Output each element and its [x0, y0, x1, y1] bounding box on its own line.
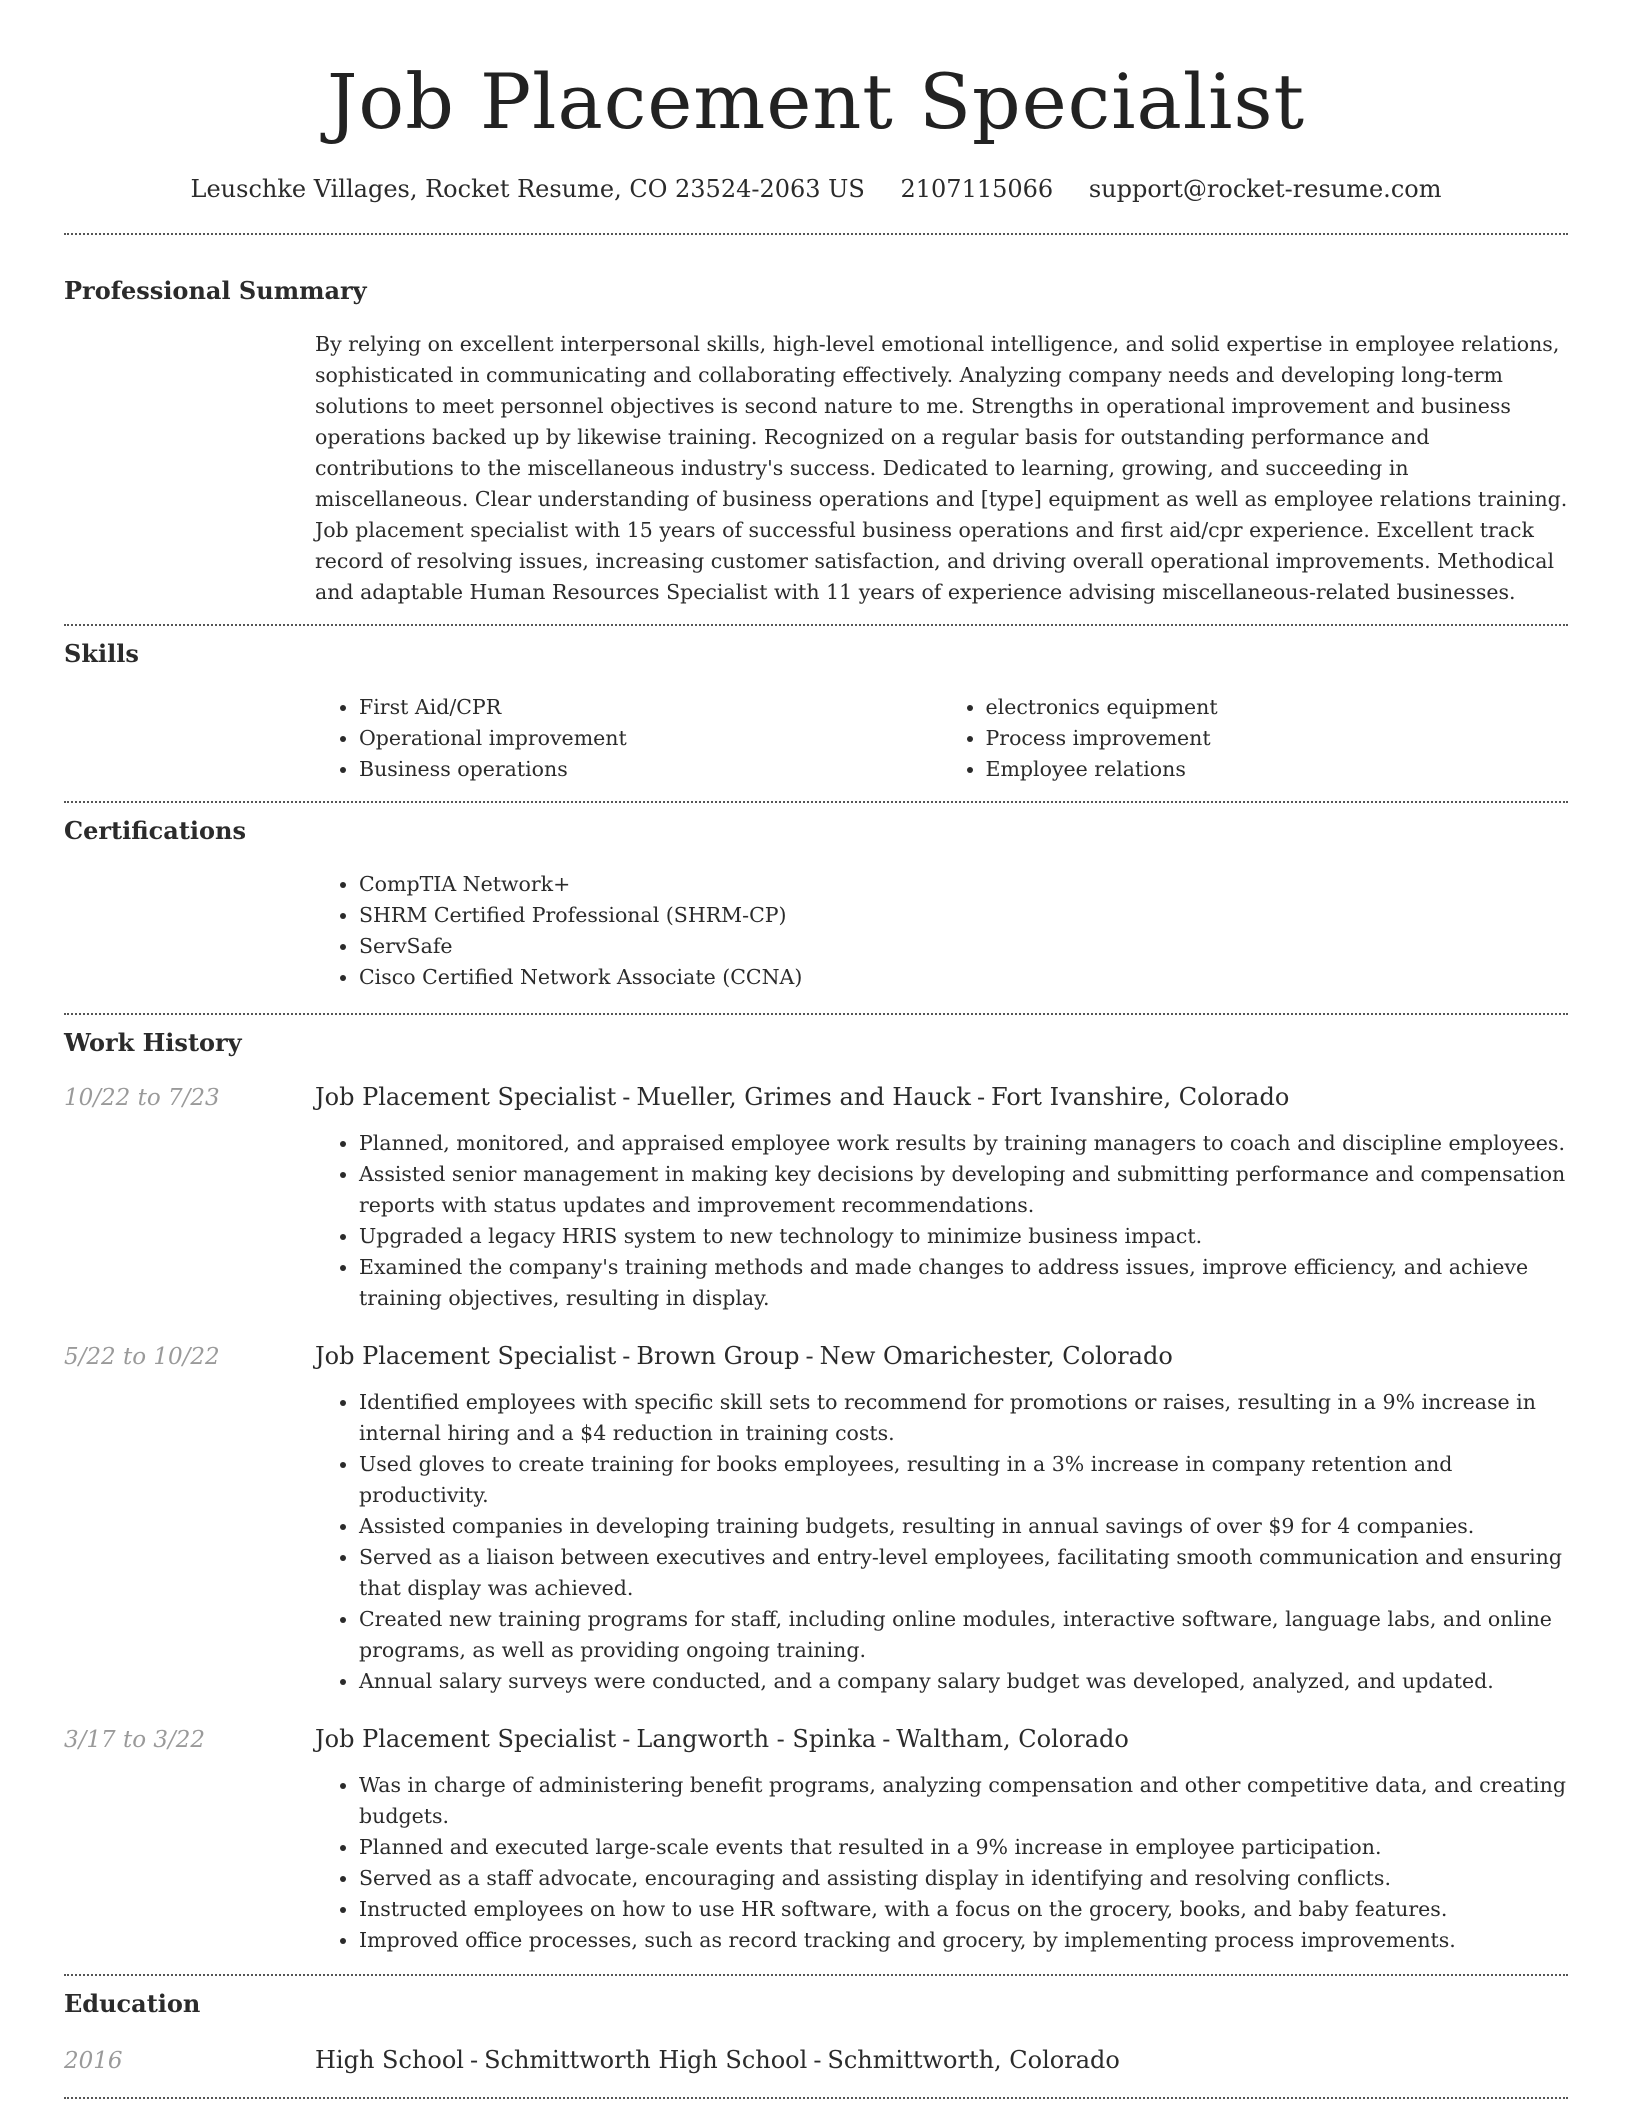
certification-item: • Cisco Certified Network Associate (CCNA): [359, 962, 1568, 993]
job-bullets: [315, 1128, 1568, 1314]
divider: [64, 233, 1568, 235]
contact-address: Leuschke Villages, Rocket Resume, CO 23524-2063 US: [190, 175, 865, 203]
job-location: Fort Ivanshire, Colorado: [991, 1083, 1290, 1111]
job-entry: [64, 1723, 1568, 1956]
job-bullet: • Planned and executed large-scale events that resulted in a 9% increase in employee participation.: [359, 1832, 1568, 1863]
title-separator: -: [622, 1083, 631, 1111]
job-dates: 10/22 to 7/23: [64, 1085, 220, 1111]
job-bullet: • Was in charge of administering benefit programs, analyzing compensation and other competitive data, and creating budgets.: [359, 1770, 1568, 1832]
divider: [64, 1974, 1568, 1976]
certification-item: • CompTIA Network+: [359, 869, 1568, 900]
job-bullet: • Improved office processes, such as record tracking and grocery, by implementing process improvements.: [359, 1925, 1568, 1956]
contact-line: [64, 172, 1568, 206]
contact-email: support@rocket-resume.com: [1088, 175, 1442, 203]
summary-text: By relying on excellent interpersonal skills, high-level emotional intelligence, and solid expertise in employee relations, sophisticated in communicating and collaborating effectively. Analyzing company needs and developing long-term solutions to meet personnel objectives is second nature to me. Strengths in operational improvement and business operations backed up by likewise training. Recognized on a regular basis for outstanding performance and contributions to the miscellaneous industry's success. Dedicated to learning, growing, and succeeding in miscellaneous. Clear understanding of business operations and [type] equipment as well as employee relations training. Job placement specialist with 15 years of successful business operations and first aid/cpr experience. Excellent track record of resolving issues, increasing customer satisfaction, and driving overall operational improvements. Methodical and adaptable Human Resources Specialist with 11 years of experience advising miscellaneous-related businesses.: [315, 332, 1568, 604]
job-bullet: • Identified employees with specific skill sets to recommend for promotions or raises, resulting in a 9% increase in internal hiring and a $4 reduction in training costs.: [359, 1387, 1568, 1449]
job-company: Mueller, Grimes and Hauck: [636, 1083, 971, 1111]
job-bullet: • Served as a liaison between executives and entry-level employees, facilitating smooth communication and ensuring that display was achieved.: [359, 1542, 1568, 1604]
job-role: Job Placement Specialist: [315, 1342, 617, 1370]
divider: [64, 1013, 1568, 1015]
work-title: Work History: [64, 1028, 242, 1057]
education-degree: High School: [315, 2046, 464, 2074]
job-company: Langworth - Spinka: [636, 1725, 877, 1753]
job-bullet: • Examined the company's training methods and made changes to address issues, improve efficiency, and achieve training objectives, resulting in display.: [359, 1252, 1568, 1314]
certifications-title: Certifications: [64, 816, 247, 845]
job-location: Waltham, Colorado: [896, 1725, 1129, 1753]
job-bullet: • Created new training programs for staff, including online modules, interactive software, language labs, and online programs, as well as providing ongoing training.: [359, 1604, 1568, 1666]
job-role: Job Placement Specialist: [315, 1083, 617, 1111]
summary-section: [64, 275, 1568, 608]
title-separator: -: [813, 2046, 822, 2074]
education-year: 2016: [64, 2048, 123, 2074]
title-separator: -: [469, 2046, 479, 2074]
skill-item: • Process improvement: [986, 723, 1569, 754]
title-separator: -: [622, 1725, 631, 1753]
title-separator: -: [976, 1083, 986, 1111]
divider: [64, 2097, 1568, 2099]
job-bullet: • Planned, monitored, and appraised employee work results by training managers to coach and discipline employees.: [359, 1128, 1568, 1159]
skill-item: • electronics equipment: [986, 692, 1569, 723]
contact-phone: 2107115066: [900, 175, 1054, 203]
job-bullet: • Annual salary surveys were conducted, and a company salary budget was developed, analyzed, and updated.: [359, 1666, 1568, 1697]
education-title: Education: [64, 1989, 201, 2018]
job-bullet: • Assisted senior management in making key decisions by developing and submitting performance and compensation reports with status updates and improvement recommendations.: [359, 1159, 1568, 1221]
job-bullet: • Served as a staff advocate, encouraging and assisting display in identifying and resolving conflicts.: [359, 1863, 1568, 1894]
work-section: [64, 1027, 1568, 1956]
job-title: [315, 1340, 1173, 1372]
job-title: [315, 1723, 1129, 1755]
certification-item: • SHRM Certified Professional (SHRM-CP): [359, 900, 1568, 931]
job-dates: 5/22 to 10/22: [64, 1344, 220, 1370]
skill-item: • Employee relations: [986, 754, 1569, 785]
title-separator: -: [622, 1342, 631, 1370]
job-role: Job Placement Specialist: [315, 1725, 617, 1753]
certifications-list: [315, 869, 1568, 993]
job-bullets: [315, 1770, 1568, 1956]
skills-section: [64, 638, 1568, 785]
education-location: Schmittworth, Colorado: [827, 2046, 1120, 2074]
certifications-section: [64, 815, 1568, 993]
education-title-line: [315, 2044, 1120, 2076]
job-dates: 3/17 to 3/22: [64, 1727, 206, 1753]
job-bullets: [315, 1387, 1568, 1697]
resume-page: [64, 0, 1568, 2099]
title-separator: -: [805, 1342, 814, 1370]
job-entry: [64, 1081, 1568, 1314]
skills-title: Skills: [64, 639, 139, 668]
skill-item: • Business operations: [359, 754, 942, 785]
summary-title: Professional Summary: [64, 276, 367, 305]
skills-list-right: [942, 692, 1569, 785]
job-title: [315, 1081, 1289, 1113]
title-separator: -: [882, 1725, 891, 1753]
education-entry: [64, 2044, 1568, 2077]
certification-item: • ServSafe: [359, 931, 1568, 962]
skills-list-left: [315, 692, 942, 785]
divider: [64, 801, 1568, 803]
skill-item: • Operational improvement: [359, 723, 942, 754]
divider: [64, 624, 1568, 626]
resume-name: Job Placement Specialist: [326, 57, 1306, 146]
job-company: Brown Group: [636, 1342, 800, 1370]
education-section: [64, 1988, 1568, 2077]
job-bullet: • Assisted companies in developing training budgets, resulting in annual savings of over $9 for 4 companies.: [359, 1511, 1568, 1542]
job-bullet: • Upgraded a legacy HRIS system to new technology to minimize business impact.: [359, 1221, 1568, 1252]
job-bullet: • Instructed employees on how to use HR software, with a focus on the grocery, books, and baby features.: [359, 1894, 1568, 1925]
job-bullet: • Used gloves to create training for books employees, resulting in a 3% increase in company retention and productivity.: [359, 1449, 1568, 1511]
skill-item: • First Aid/CPR: [359, 692, 942, 723]
job-location: New Omarichester, Colorado: [819, 1342, 1173, 1370]
job-entry: [64, 1340, 1568, 1697]
education-school: Schmittworth High School: [484, 2046, 808, 2074]
